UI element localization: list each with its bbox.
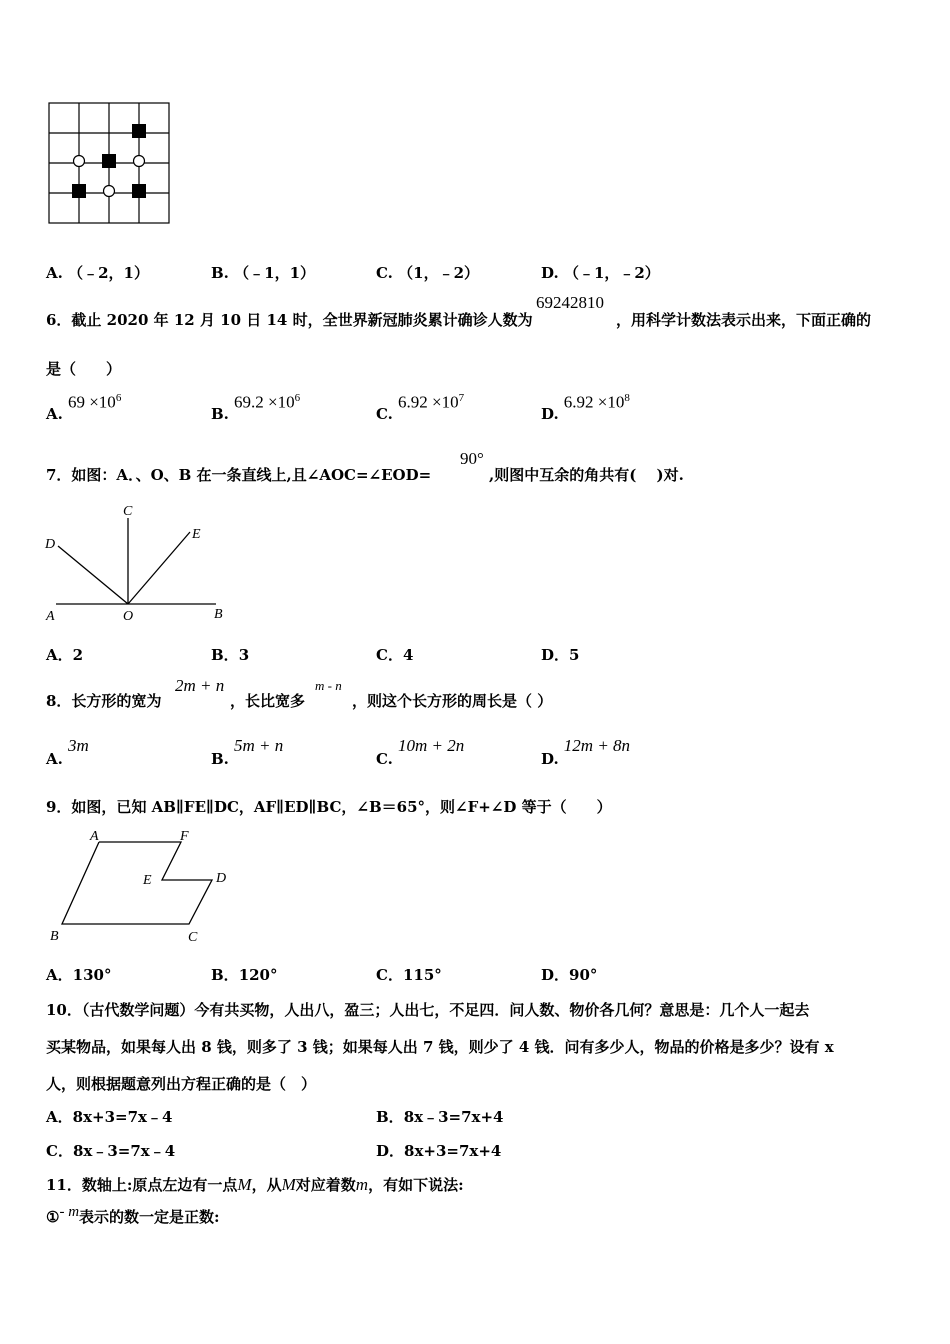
q10-option-c[interactable]: C．8x﹣3=7x﹣4 <box>46 1142 176 1160</box>
q6-stem-line2: 是（ ） <box>46 360 122 378</box>
q8-option-d[interactable]: D. 12m + 8n <box>541 736 631 768</box>
white-piece <box>104 186 115 197</box>
q8-option-c[interactable]: C. 10m + 2n <box>376 736 465 768</box>
black-piece <box>132 124 146 138</box>
label-e: E <box>143 873 152 888</box>
q9-stem: 9．如图，已知 AB∥FE∥DC，AF∥ED∥BC，∠B＝65°，则∠F+∠D 等于（ ） <box>46 798 612 816</box>
label-a: A <box>90 829 99 844</box>
white-piece <box>134 156 145 167</box>
q6-option-c[interactable]: C. $6.92 \times 10^7$ <box>376 392 465 424</box>
black-piece <box>102 154 116 168</box>
label-o: O <box>123 609 134 624</box>
q7-option-b[interactable]: B．3 <box>211 646 250 664</box>
q6-stem-part1: 6．截止 2020 年 12 月 10 日 14 时，全世界新冠肺炎累计确诊人数为 <box>46 311 533 329</box>
q5-grid-figure <box>46 100 172 226</box>
q5-option-b[interactable]: B. （﹣1，1） <box>211 264 316 282</box>
q8-diff-expr: m - n <box>315 678 342 693</box>
ray-oe <box>128 532 190 604</box>
label-b: B <box>214 607 223 622</box>
label-d: D <box>45 537 56 552</box>
q10-stem-line3: 人，则根据题意列出方程正确的是（ ） <box>46 1075 317 1093</box>
q7-option-d[interactable]: D．5 <box>541 646 580 664</box>
q11-m-point-2: M <box>281 1175 296 1194</box>
label-d: D <box>216 871 227 886</box>
q10-option-a[interactable]: A．8x+3=7x﹣4 <box>46 1108 173 1126</box>
q5-option-c[interactable]: C. （1，﹣2） <box>376 264 480 282</box>
q8-stem-part3: ，则这个长方形的周长是（ ） <box>352 692 553 710</box>
q11-m-number: m <box>355 1175 369 1194</box>
q5-option-a[interactable]: A. （﹣2，1） <box>46 264 149 282</box>
q9-option-a[interactable]: A．130° <box>46 966 112 984</box>
q10-option-d[interactable]: D．8x+3=7x+4 <box>376 1142 502 1160</box>
q8-width-expr: 2m + n <box>175 676 225 695</box>
ray-od <box>58 546 128 604</box>
q8-stem-part1: 8．长方形的宽为 <box>46 692 162 710</box>
white-piece <box>74 156 85 167</box>
q9-option-c[interactable]: C．115° <box>376 966 442 984</box>
q10-option-b[interactable]: B．8x﹣3=7x+4 <box>376 1108 504 1126</box>
q6-option-a[interactable]: A. $69 \times 10^6$ <box>46 392 122 424</box>
label-b: B <box>50 929 59 944</box>
q7-option-a[interactable]: A．2 <box>46 646 84 664</box>
q6-option-d[interactable]: D. $6.92 \times 10^8$ <box>541 392 630 424</box>
q6-stem-part2: ，用科学计数法表示出来，下面正确的 <box>616 311 872 329</box>
q7-option-c[interactable]: C．4 <box>376 646 414 664</box>
label-e: E <box>192 527 201 542</box>
q6-number: 69242810 <box>536 293 604 312</box>
black-piece <box>72 184 86 198</box>
black-piece <box>132 184 146 198</box>
q9-option-d[interactable]: D．90° <box>541 966 598 984</box>
q11-m-point: M <box>237 1175 252 1194</box>
q7-angle-figure <box>40 500 230 628</box>
q8-option-b[interactable]: B. 5m + n <box>211 736 284 768</box>
q11-stem: 11．数轴上:原点左边有一点M，从M对应着数m，有如下说法: <box>46 1175 464 1194</box>
q9-option-b[interactable]: B．120° <box>211 966 278 984</box>
q7-stem-part2: ,则图中互余的角共有( )对. <box>489 466 684 484</box>
label-f: F <box>180 829 189 844</box>
label-a: A <box>46 609 55 624</box>
q11-statement-1: ①- m表示的数一定是正数: <box>46 1204 220 1226</box>
q5-option-d[interactable]: D. （﹣1，﹣2） <box>541 264 660 282</box>
q7-stem-part1: 7．如图：A．、O、B 在一条直线上,且∠AOC=∠EOD= <box>46 466 432 484</box>
q9-parallelogram-figure <box>44 824 244 948</box>
label-c: C <box>123 504 133 519</box>
q8-stem-part2: ，长比宽多 <box>230 692 306 710</box>
q10-stem-line1: 10．（古代数学问题）今有共买物，人出八，盈三；人出七，不足四．问人数、物价各几何？意思是：几个人一起去 <box>46 1001 810 1019</box>
q7-angle: 90° <box>460 449 484 468</box>
label-c: C <box>188 930 198 945</box>
q6-option-b[interactable]: B. $69.2 \times 10^6$ <box>211 392 301 424</box>
figure-outline <box>62 842 212 924</box>
q8-option-a[interactable]: A. 3m <box>46 736 89 768</box>
q10-stem-line2: 买某物品，如果每人出 8 钱，则多了 3 钱；如果每人出 7 钱，则少了 4 钱．问有多少人，物品的价格是多少？设有 x <box>46 1038 834 1056</box>
